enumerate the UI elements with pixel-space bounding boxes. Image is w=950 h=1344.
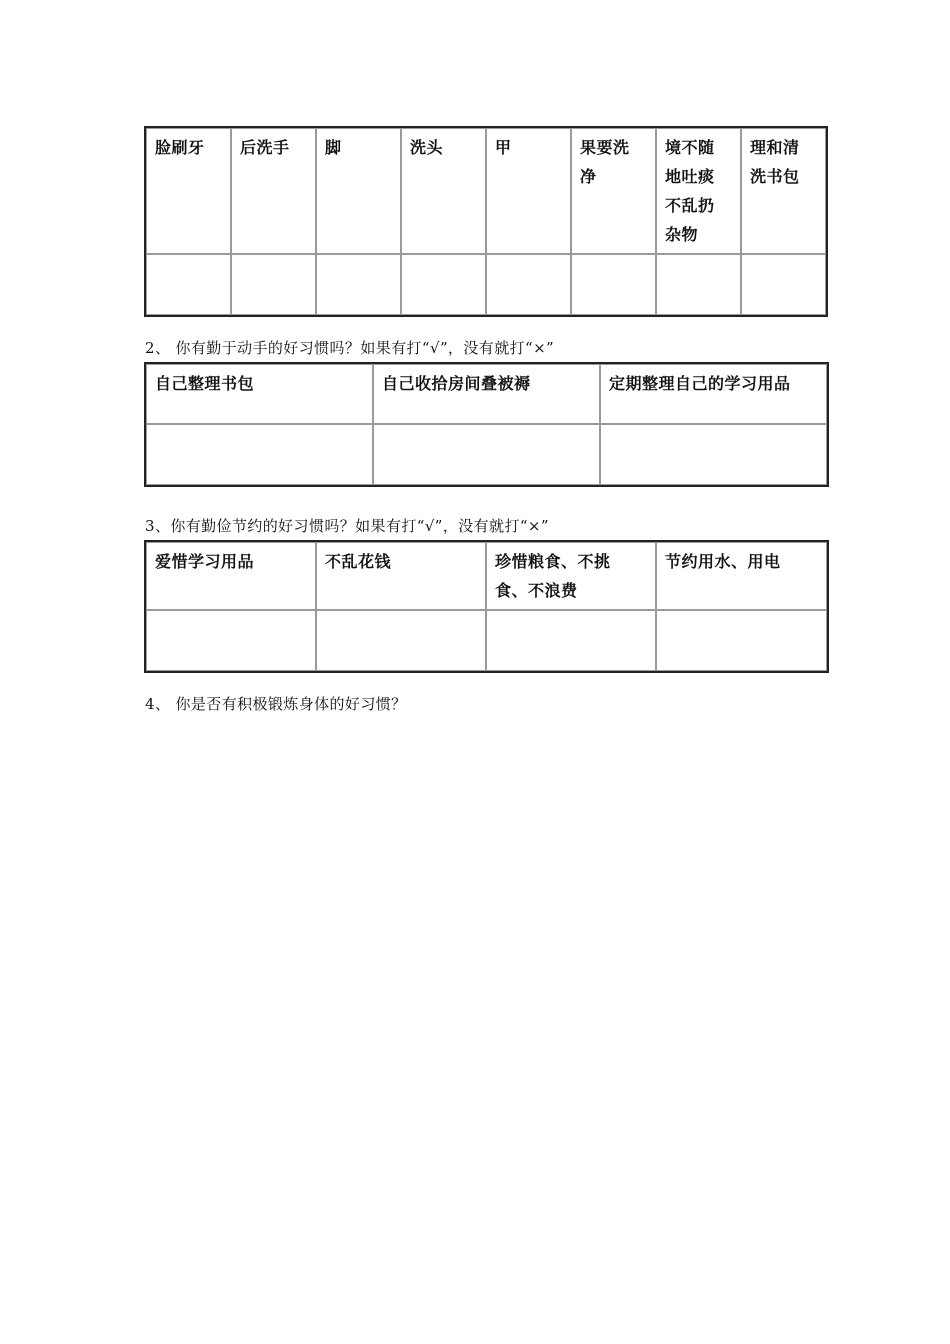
table-header-cell: [656, 542, 827, 610]
answer-cell[interactable]: [146, 610, 316, 671]
table-header-row: [146, 542, 827, 610]
header-text: 脚: [325, 138, 342, 157]
header-text: 定期整理自己的学习用品: [609, 374, 791, 393]
hands-on-habits-table: [144, 362, 829, 487]
hygiene-habits-table: [144, 126, 828, 317]
thrift-habits-table: [144, 540, 829, 673]
header-text: 不乱花钱: [325, 552, 392, 571]
header-text: 洗头: [410, 138, 444, 157]
answer-cell[interactable]: [231, 254, 316, 315]
answer-cell[interactable]: [600, 424, 827, 485]
question-4-text: 4、 你是否有积极锻炼身体的好习惯？: [145, 695, 407, 713]
header-text: 珍惜粮食、不挑 食、不浪费: [495, 552, 611, 600]
answer-cell[interactable]: [656, 610, 827, 671]
table-answer-row: [146, 610, 827, 671]
table-header-cell: [600, 364, 827, 424]
table-header-cell: [571, 128, 656, 254]
answer-cell[interactable]: [316, 254, 401, 315]
table-header-cell: [231, 128, 316, 254]
header-text: 自己收拾房间叠被褥: [382, 374, 531, 393]
table-header-cell: [316, 542, 486, 610]
header-text: 自己整理书包: [155, 374, 255, 393]
question-2-text: 2、 你有勤于动手的好习惯吗？如果有打“√”，没有就打“×”: [145, 339, 555, 357]
answer-cell[interactable]: [373, 424, 600, 485]
header-text: 甲: [495, 138, 512, 157]
table-answer-row: [146, 254, 826, 315]
question-3-text: 3、你有勤俭节约的好习惯吗？如果有打“√”，没有就打“×”: [145, 517, 549, 535]
header-text: 脸刷牙: [155, 138, 205, 157]
table-header-cell: [486, 128, 571, 254]
header-text: 节约用水、用电: [665, 552, 781, 571]
table-header-cell: [486, 542, 656, 610]
table-header-row: [146, 364, 827, 424]
table-answer-row: [146, 424, 827, 485]
table-header-cell: [741, 128, 826, 254]
table-header-cell: [316, 128, 401, 254]
header-text: 后洗手: [240, 138, 290, 157]
answer-cell[interactable]: [656, 254, 741, 315]
header-text: 爱惜学习用品: [155, 552, 255, 571]
answer-cell[interactable]: [741, 254, 826, 315]
answer-cell[interactable]: [486, 254, 571, 315]
header-text: 理和清 洗书包: [750, 138, 800, 186]
header-text: 果要洗 净: [580, 138, 630, 186]
table-header-cell: [373, 364, 600, 424]
table-header-cell: [401, 128, 486, 254]
answer-cell[interactable]: [146, 424, 373, 485]
answer-cell[interactable]: [401, 254, 486, 315]
table-header-cell: [146, 128, 231, 254]
answer-cell[interactable]: [316, 610, 486, 671]
header-text: 境不随 地吐痰 不乱扔 杂物: [665, 138, 715, 244]
answer-cell[interactable]: [146, 254, 231, 315]
table-header-cell: [146, 542, 316, 610]
answer-cell[interactable]: [571, 254, 656, 315]
table-header-cell: [146, 364, 373, 424]
table-header-row: [146, 128, 826, 254]
answer-cell[interactable]: [486, 610, 656, 671]
table-header-cell: [656, 128, 741, 254]
